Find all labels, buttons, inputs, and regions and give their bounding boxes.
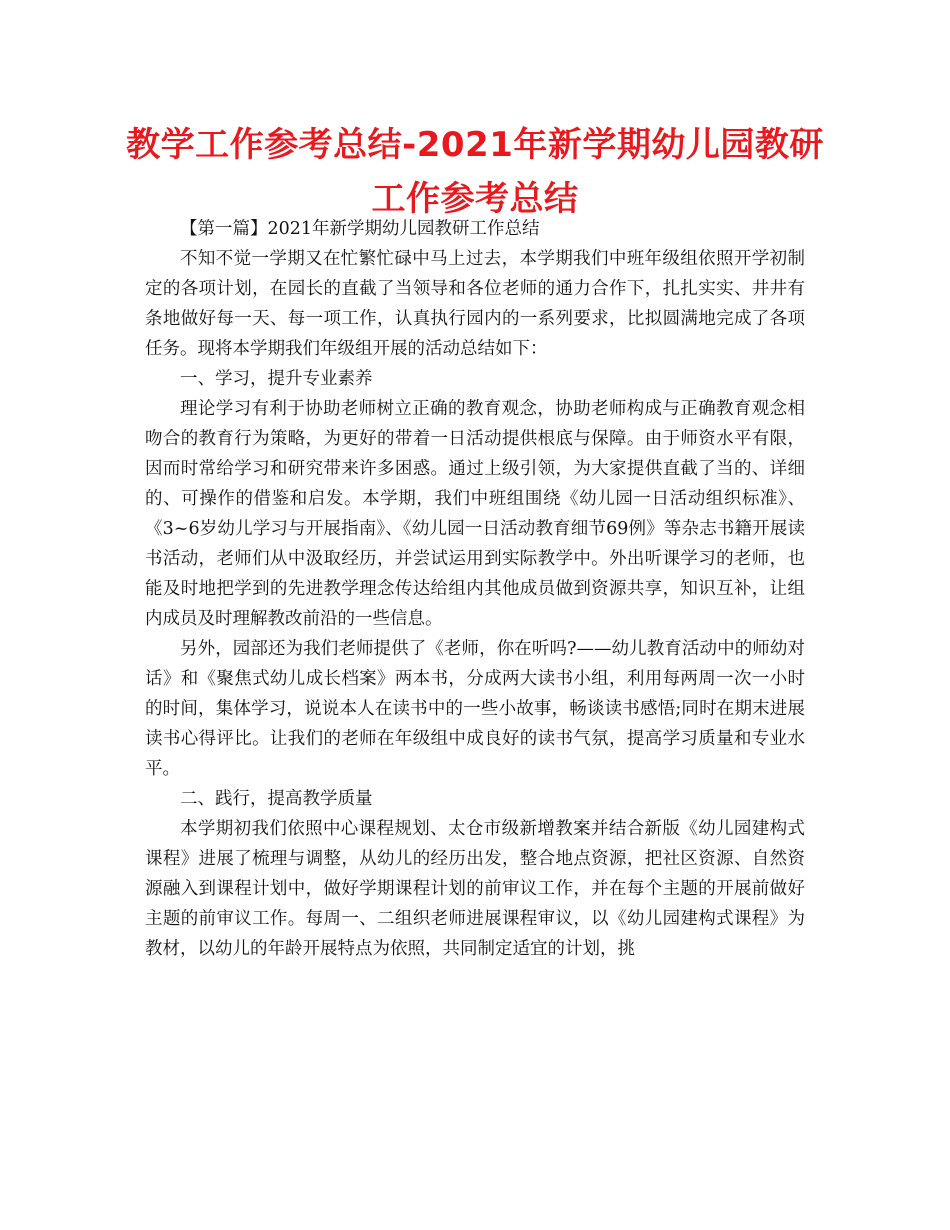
section-heading-practice: 二、践行，提高教学质量 bbox=[180, 789, 373, 809]
section-heading-first-article: 【第一篇】2021年新学期幼儿园教研工作总结 bbox=[180, 219, 540, 239]
section-heading-study: 一、学习，提升专业素养 bbox=[180, 369, 373, 389]
paragraph-theory-study: 理论学习有利于协助老师树立正确的教育观念，协助老师构成与正确教育观念相吻合的教育行为策略，为更好的带着一日活动提供根底与保障。由于师资水平有限，因而时常给学习和研究带来许多困惑。通过上级引领，为大家提供直截了当的、详细的、可操作的借鉴和启发。本学期，我们中班组围绕《幼儿园一日活动组织标准》、《3~6岁幼儿学习与开展指南》、《幼儿园一日活动教育细节69例》等杂志书籍开展读书活动，老师们从中汲取经历，并尝试运用到实际教学中。外出听课学习的老师，也能及时地把学到的先进教学理念传达给组内其他成员做到资源共享，知识互补，让组内成员及时理解教改前沿的一些信息。 bbox=[145, 399, 805, 629]
document-title: 教学工作参考总结-2021年新学期幼儿园教研工作参考总结 bbox=[126, 125, 824, 219]
paragraph-intro: 不知不觉一学期又在忙繁忙碌中马上过去，本学期我们中班年级组依照开学初制定的各项计划，在园长的直截了当领导和各位老师的通力合作下，扎扎实实、井井有条地做好每一天、每一项工作，认真执行园内的一系列要求，比拟圆满地完成了各项任务。现将本学期我们年级组开展的活动总结如下： bbox=[145, 249, 805, 359]
paragraph-reading-groups: 另外，园部还为我们老师提供了《老师，你在听吗?——幼儿教育活动中的师幼对话》和《聚焦式幼儿成长档案》两本书，分成两大读书小组，利用每两周一次一小时的时间，集体学习，说说本人在读书中的一些小故事，畅谈读书感悟;同时在期末进展读书心得评比。让我们的老师在年级组中成良好的读书气氛，提高学习质量和专业水平。 bbox=[145, 639, 805, 779]
paragraph-curriculum: 本学期初我们依照中心课程规划、太仓市级新增教案并结合新版《幼儿园建构式课程》进展了梳理与调整，从幼儿的经历出发，整合地点资源，把社区资源、自然资源融入到课程计划中，做好学期课程计划的前审议工作，并在每个主题的开展前做好主题的前审议工作。每周一、二组织老师进展课程审议，以《幼儿园建构式课程》为教材，以幼儿的年龄开展特点为依照，共同制定适宜的计划，挑 bbox=[145, 819, 805, 959]
document-body bbox=[145, 214, 805, 964]
